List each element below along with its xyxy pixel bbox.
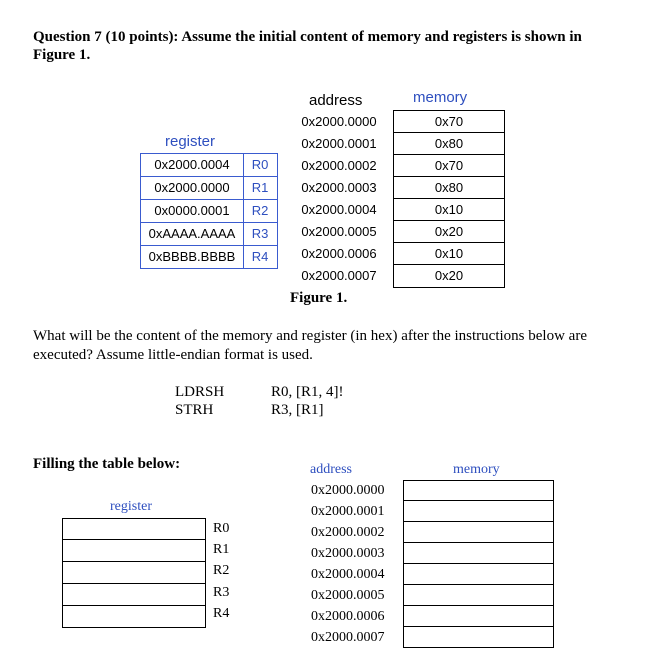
fill-address: 0x2000.0001 <box>311 504 385 519</box>
instruction-operands: R3, [R1] <box>271 402 324 418</box>
figure-caption: Figure 1. <box>290 290 348 306</box>
figure-address: 0x2000.0003 <box>301 180 377 195</box>
figure-address: 0x2000.0002 <box>301 158 377 173</box>
figure-address-column <box>293 111 385 287</box>
fill-register-input[interactable] <box>62 584 206 606</box>
fill-memory-table <box>403 480 554 648</box>
figure-register-row <box>141 200 277 223</box>
figure-register-value: 0x0000.0001 <box>141 200 244 222</box>
fill-address-column <box>311 480 385 648</box>
figure-memory-cell: 0x70 <box>394 155 504 177</box>
fill-address: 0x2000.0006 <box>311 609 385 624</box>
figure-register-value: 0xBBBB.BBBB <box>141 246 244 268</box>
fill-register-input[interactable] <box>62 540 206 562</box>
figure-register-row <box>141 177 277 200</box>
figure-register-name: R2 <box>251 203 269 218</box>
instruction-opcode: STRH <box>175 402 214 418</box>
figure-memory-cell: 0x10 <box>394 243 504 265</box>
figure-register-table <box>140 153 278 269</box>
figure-register-name: R4 <box>251 249 269 264</box>
fill-address: 0x2000.0002 <box>311 525 385 540</box>
figure-memory-table <box>393 110 505 288</box>
fill-register-input[interactable] <box>62 606 206 628</box>
fill-memory-input[interactable] <box>403 627 554 648</box>
fill-memory-input[interactable] <box>403 564 554 585</box>
figure-memory-cell: 0x10 <box>394 199 504 221</box>
instruction-row <box>175 401 344 419</box>
figure-memory-cell: 0x20 <box>434 268 464 283</box>
fill-memory-input[interactable] <box>403 606 554 627</box>
figure-address-header: address <box>309 92 363 109</box>
fill-register-name: R1 <box>213 542 230 558</box>
fill-memory-input[interactable] <box>403 480 554 501</box>
fill-register-header: register <box>110 499 152 514</box>
figure-memory-cell: 0x80 <box>394 133 504 155</box>
figure-memory-header: memory <box>413 89 468 106</box>
fill-address: 0x2000.0005 <box>311 588 385 603</box>
figure-register-value: 0x2000.0000 <box>141 177 244 199</box>
prompt-text: What will be the content of the memory and register (in hex) after the instructions below are executed? Assume little-endian format is used. <box>33 328 587 363</box>
fill-address: 0x2000.0003 <box>311 546 385 561</box>
figure-register-name: R3 <box>251 226 269 241</box>
figure-register-row <box>141 154 277 177</box>
instruction-opcode: LDRSH <box>175 384 225 400</box>
fill-address: 0x2000.0004 <box>311 567 385 582</box>
figure-memory-cell: 0x70 <box>394 111 504 133</box>
fill-memory-input[interactable] <box>403 543 554 564</box>
instruction-row <box>175 383 344 401</box>
figure-address: 0x2000.0006 <box>301 246 377 261</box>
fill-address: 0x2000.0000 <box>311 483 385 498</box>
fill-register-table <box>62 518 206 628</box>
figure-register-name: R1 <box>251 180 269 195</box>
fill-address-header: address <box>310 462 352 477</box>
figure-register-header: register <box>165 133 216 150</box>
figure-register-row <box>141 223 277 246</box>
instruction-list <box>175 383 344 419</box>
figure-memory-cell: 0x20 <box>394 221 504 243</box>
fill-memory-input[interactable] <box>403 501 554 522</box>
figure-register-value: 0x2000.0004 <box>141 154 244 176</box>
figure-register-value: 0xAAAA.AAAA <box>141 223 244 245</box>
fill-register-name: R3 <box>213 584 230 600</box>
fill-memory-input[interactable] <box>403 522 554 543</box>
figure-register-name: R0 <box>251 157 269 172</box>
figure-address: 0x2000.0007 <box>301 268 377 283</box>
figure-address: 0x2000.0005 <box>301 224 377 239</box>
figure-register-row <box>141 246 277 268</box>
fill-memory-input[interactable] <box>403 585 554 606</box>
fill-register-names <box>213 518 229 624</box>
instruction-operands: R0, [R1, 4]! <box>271 384 344 400</box>
fill-register-name: R0 <box>213 521 230 536</box>
fill-table-label: Filling the table below: <box>33 456 181 472</box>
question-title: Question 7 (10 points): Assume the initial content of memory and registers is shown in Figure 1. <box>33 29 582 63</box>
figure-address: 0x2000.0001 <box>301 136 377 151</box>
figure-address: 0x2000.0000 <box>301 114 377 129</box>
figure-memory-cell: 0x80 <box>394 177 504 199</box>
fill-address: 0x2000.0007 <box>311 630 385 645</box>
fill-register-input[interactable] <box>62 518 206 540</box>
fill-register-name: R4 <box>213 605 230 621</box>
fill-register-input[interactable] <box>62 562 206 584</box>
fill-memory-header: memory <box>453 462 500 477</box>
figure-address: 0x2000.0004 <box>301 202 377 217</box>
fill-register-name: R2 <box>213 563 230 579</box>
